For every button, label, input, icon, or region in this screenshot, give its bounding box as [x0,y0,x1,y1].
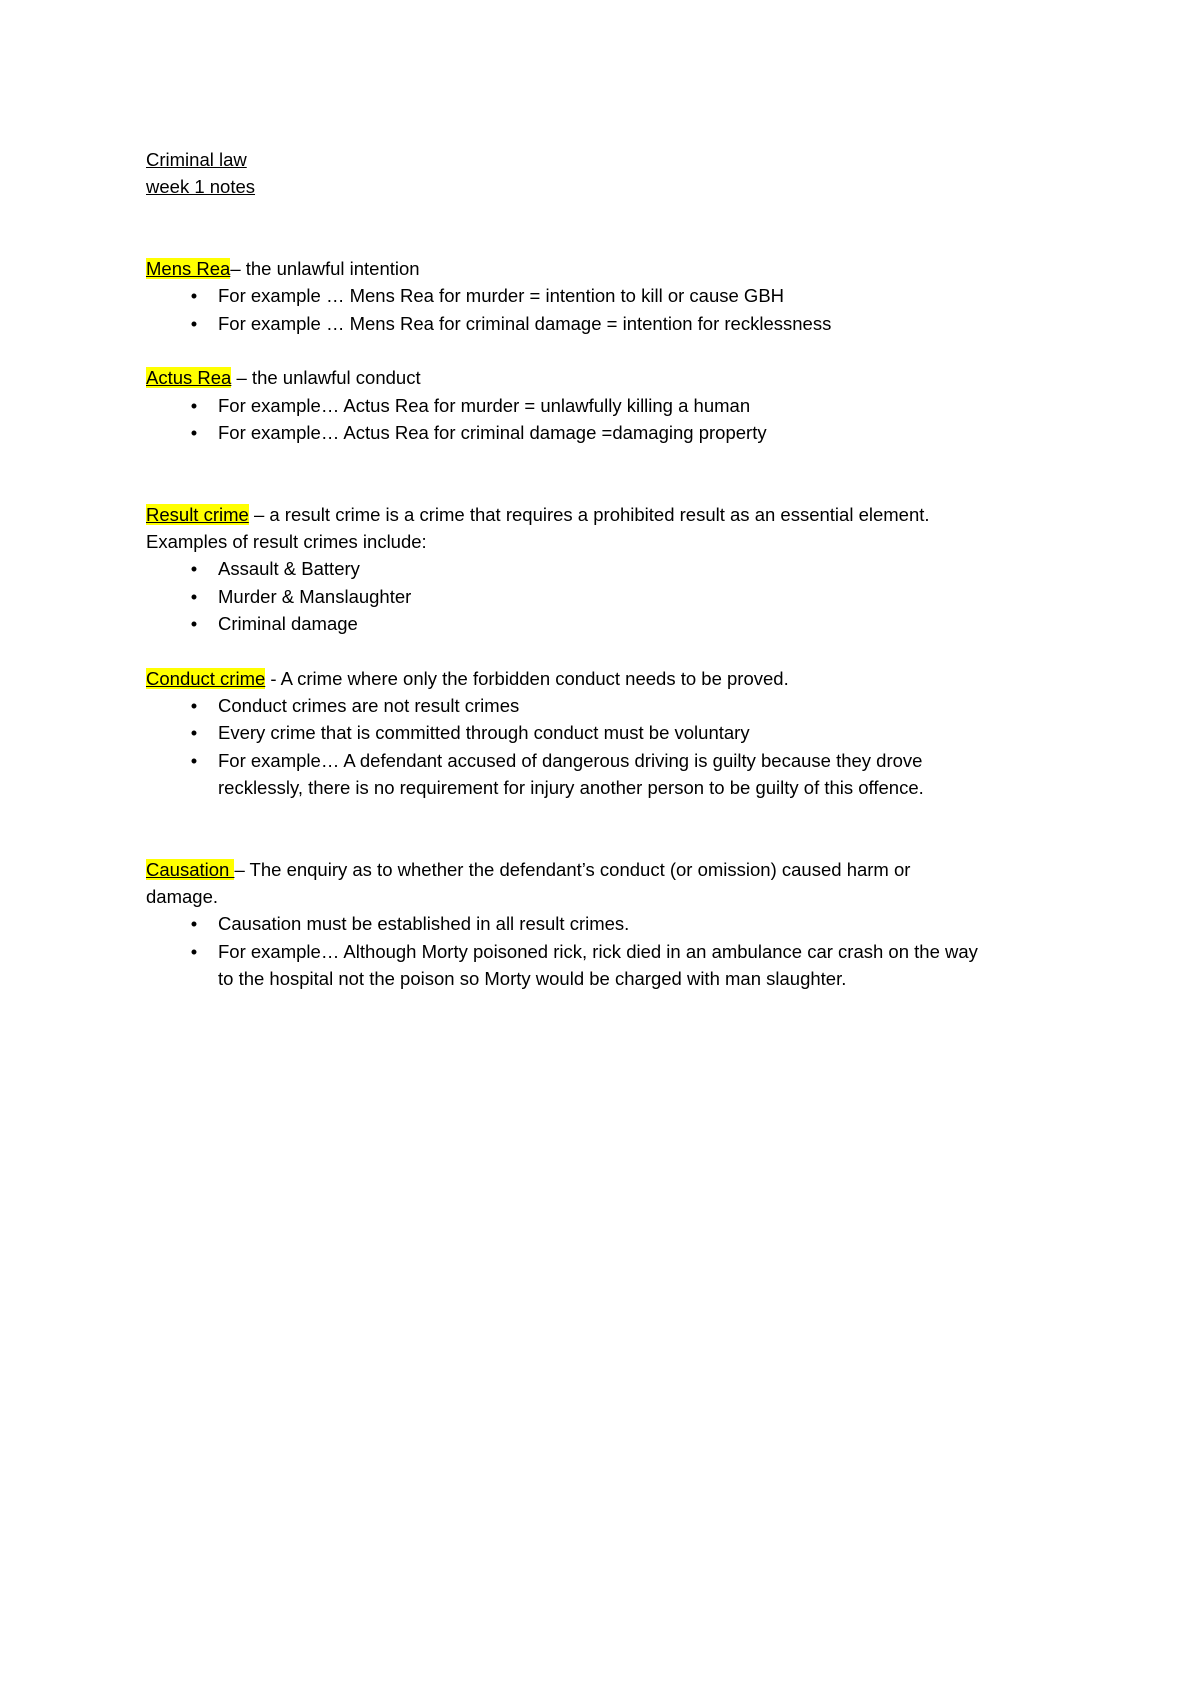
mens-rea-term: Mens Rea [146,258,231,280]
bullet-icon: • [190,694,198,716]
conduct-crime-term: Conduct crime [146,667,266,689]
list-item [146,610,1066,637]
list-item-text: Causation must be established in all result crimes. [218,913,630,935]
list-item-text: For example … Mens Rea for murder = intention to kill or cause GBH [218,285,785,307]
list-item [146,310,1066,337]
actus-rea-heading-line [146,364,1066,391]
actus-rea-definition: – the unlawful conduct [231,367,421,389]
list-item-text: For example… Actus Rea for criminal damage =damaging property [218,421,767,443]
list-item [146,910,1066,937]
list-item-text-line2: to the hospital not the poison so Morty would be charged with man slaughter. [218,967,847,989]
list-item [146,392,1066,419]
mens-rea-definition: – the unlawful intention [230,258,420,280]
list-item-text: Assault & Battery [218,558,360,580]
causation-term: Causation [146,858,235,880]
list-item [146,692,1066,719]
list-item-text-line1: For example… Although Morty poisoned rick, rick died in an ambulance car crash on the way [218,940,978,962]
bullet-icon: • [190,940,198,962]
list-item-text: For example… Actus Rea for murder = unlawfully killing a human [218,394,751,416]
section-result-crime [146,501,1066,637]
causation-heading-line [146,856,1066,883]
list-item-text: Murder & Manslaughter [218,585,412,607]
section-actus-rea [146,364,1066,446]
list-item-text: Conduct crimes are not result crimes [218,694,520,716]
bullet-icon: • [190,913,198,935]
list-item-text-line1: For example… A defendant accused of dangerous driving is guilty because they drove [218,749,923,771]
bullet-icon: • [190,585,198,607]
list-item [146,938,1066,993]
bullet-icon: • [190,722,198,744]
causation-definition-cont: damage. [146,886,218,908]
result-crime-definition: – a result crime is a crime that requires a prohibited result as an essential element. [248,503,930,525]
bullet-icon: • [190,394,198,416]
list-item-text: Criminal damage [218,613,358,635]
bullet-icon: • [190,312,198,334]
list-item-text: For example … Mens Rea for criminal damage = intention for recklessness [218,312,832,334]
mens-rea-list [146,282,1066,337]
result-crime-term: Result crime [146,503,249,525]
result-crime-intro: Examples of result crimes include: [146,531,427,553]
bullet-icon: • [190,613,198,635]
causation-definition: – The enquiry as to whether the defendant’s conduct (or omission) caused harm or [234,858,911,880]
list-item [146,555,1066,582]
document-body [146,146,1066,992]
conduct-crime-list [146,692,1066,801]
bullet-icon: • [190,558,198,580]
list-item [146,419,1066,446]
list-item-text-line2: recklessly, there is no requirement for injury another person to be guilty of this offence. [218,776,924,798]
conduct-crime-heading-line [146,665,1066,692]
section-conduct-crime [146,665,1066,801]
actus-rea-list [146,392,1066,447]
bullet-icon: • [190,749,198,771]
list-item [146,282,1066,309]
section-mens-rea [146,255,1066,337]
bullet-icon: • [190,285,198,307]
mens-rea-heading-line [146,255,1066,282]
section-causation [146,856,1066,992]
list-item [146,583,1066,610]
conduct-crime-definition: - A crime where only the forbidden conduct needs to be proved. [265,667,789,689]
bullet-icon: • [190,421,198,443]
document-subtitle: week 1 notes [146,176,256,198]
list-item [146,719,1066,746]
causation-list [146,910,1066,992]
result-crime-list [146,555,1066,637]
list-item-text: Every crime that is committed through conduct must be voluntary [218,722,750,744]
actus-rea-term: Actus Rea [146,367,232,389]
list-item [146,747,1066,802]
result-crime-heading-line [146,501,1066,528]
document-title: Criminal law [146,149,247,170]
